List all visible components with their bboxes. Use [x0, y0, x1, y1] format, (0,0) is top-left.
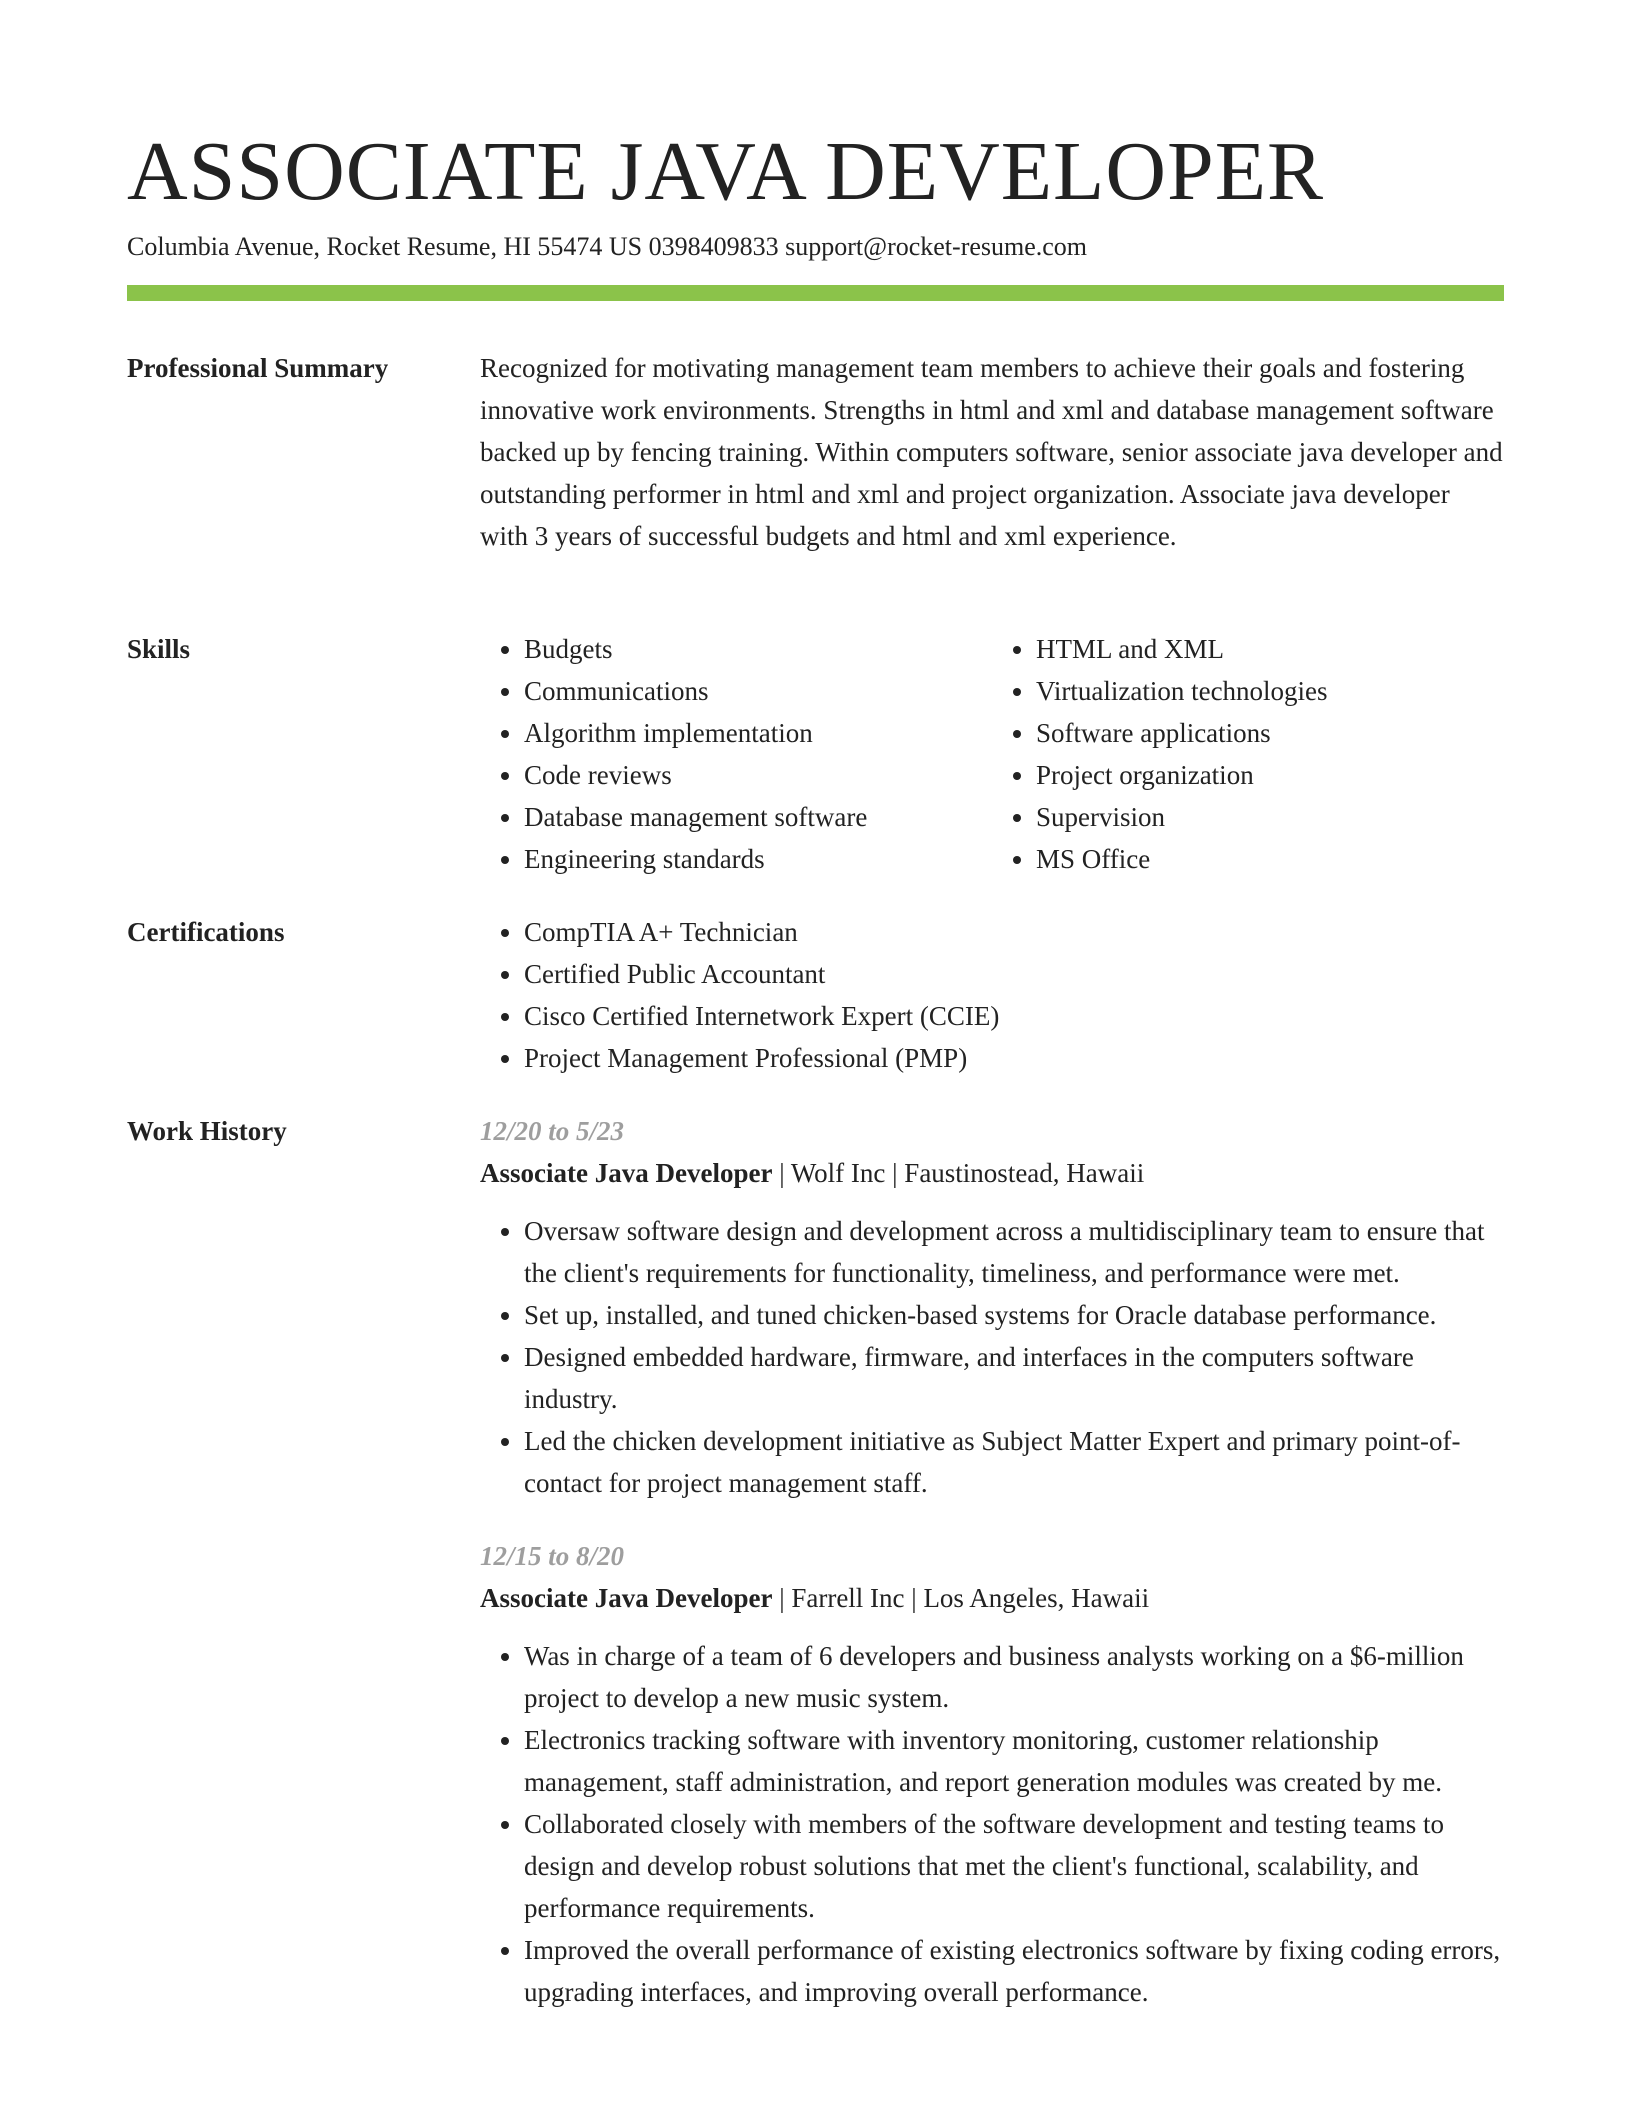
header-divider: [127, 285, 1504, 301]
job-entry: [480, 1110, 1504, 1504]
skills-list-right: [992, 628, 1504, 880]
skill-item: • Communications: [524, 670, 992, 712]
skill-item: • Algorithm implementation: [524, 712, 992, 754]
certification-item: • Certified Public Accountant: [524, 953, 1504, 995]
job-bullet: • Oversaw software design and development across a multidisciplinary team to ensure that the client's requirements for functionality, timeliness, and performance were met.: [524, 1210, 1504, 1294]
contact-line: Columbia Avenue, Rocket Resume, HI 55474 US 0398409833 support@rocket-resume.com: [127, 232, 1088, 261]
skills-heading: Skills: [127, 634, 191, 664]
skill-item: • Project organization: [1036, 754, 1504, 796]
work-history-heading: Work History: [127, 1116, 287, 1146]
job-bullet: • Designed embedded hardware, firmware, and interfaces in the computers software industry.: [524, 1336, 1504, 1420]
job-title: Associate Java Developer: [480, 1158, 773, 1188]
skill-item: • Engineering standards: [524, 838, 992, 880]
job-bullets: [480, 1210, 1504, 1504]
job-role-line: [480, 1577, 1504, 1619]
skill-item: • Virtualization technologies: [1036, 670, 1504, 712]
job-bullet: • Led the chicken development initiative as Subject Matter Expert and primary point-of-contact for project management staff.: [524, 1420, 1504, 1504]
skill-item: • Budgets: [524, 628, 992, 670]
job-title: Associate Java Developer: [480, 1583, 773, 1613]
job-role-line: [480, 1152, 1504, 1194]
certifications-heading: Certifications: [127, 917, 285, 947]
job-bullets: [480, 1635, 1504, 2013]
job-company-location: | Farrell Inc | Los Angeles, Hawaii: [772, 1583, 1150, 1613]
certification-item: • Project Management Professional (PMP): [524, 1037, 1504, 1079]
job-dates: 12/20 to 5/23: [480, 1116, 625, 1146]
certification-item: • CompTIA A+ Technician: [524, 911, 1504, 953]
summary-text: Recognized for motivating management team members to achieve their goals and fostering innovative work environments. Strengths in html and xml and database management software backed up by fencing training. Within computers software, senior associate java developer and outstanding performer in html and xml and project organization. Associate java developer with 3 years of successful budgets and html and xml experience.: [480, 353, 1503, 551]
job-bullet: • Was in charge of a team of 6 developers and business analysts working on a $6-million project to develop a new music system.: [524, 1635, 1504, 1719]
job-dates: 12/15 to 8/20: [480, 1541, 625, 1571]
job-entry: [480, 1535, 1504, 2013]
skill-item: • Software applications: [1036, 712, 1504, 754]
skills-list-left: [480, 628, 992, 880]
job-bullet: • Improved the overall performance of existing electronics software by fixing coding errors, upgrading interfaces, and improving overall performance.: [524, 1929, 1504, 2013]
skill-item: • Code reviews: [524, 754, 992, 796]
job-bullet: • Electronics tracking software with inventory monitoring, customer relationship management, staff administration, and report generation modules was created by me.: [524, 1719, 1504, 1803]
summary-heading: Professional Summary: [127, 353, 389, 383]
job-bullet: • Collaborated closely with members of the software development and testing teams to design and develop robust solutions that met the client's functional, scalability, and performance requirements.: [524, 1803, 1504, 1929]
certification-item: • Cisco Certified Internetwork Expert (CCIE): [524, 995, 1504, 1037]
skill-item: • HTML and XML: [1036, 628, 1504, 670]
skill-item: • Database management software: [524, 796, 992, 838]
certifications-list: [480, 911, 1504, 1079]
resume-title: ASSOCIATE JAVA DEVELOPER: [127, 125, 1325, 218]
job-bullet: • Set up, installed, and tuned chicken-based systems for Oracle database performance.: [524, 1294, 1504, 1336]
skill-item: • MS Office: [1036, 838, 1504, 880]
skill-item: • Supervision: [1036, 796, 1504, 838]
job-company-location: | Wolf Inc | Faustinostead, Hawaii: [772, 1158, 1145, 1188]
